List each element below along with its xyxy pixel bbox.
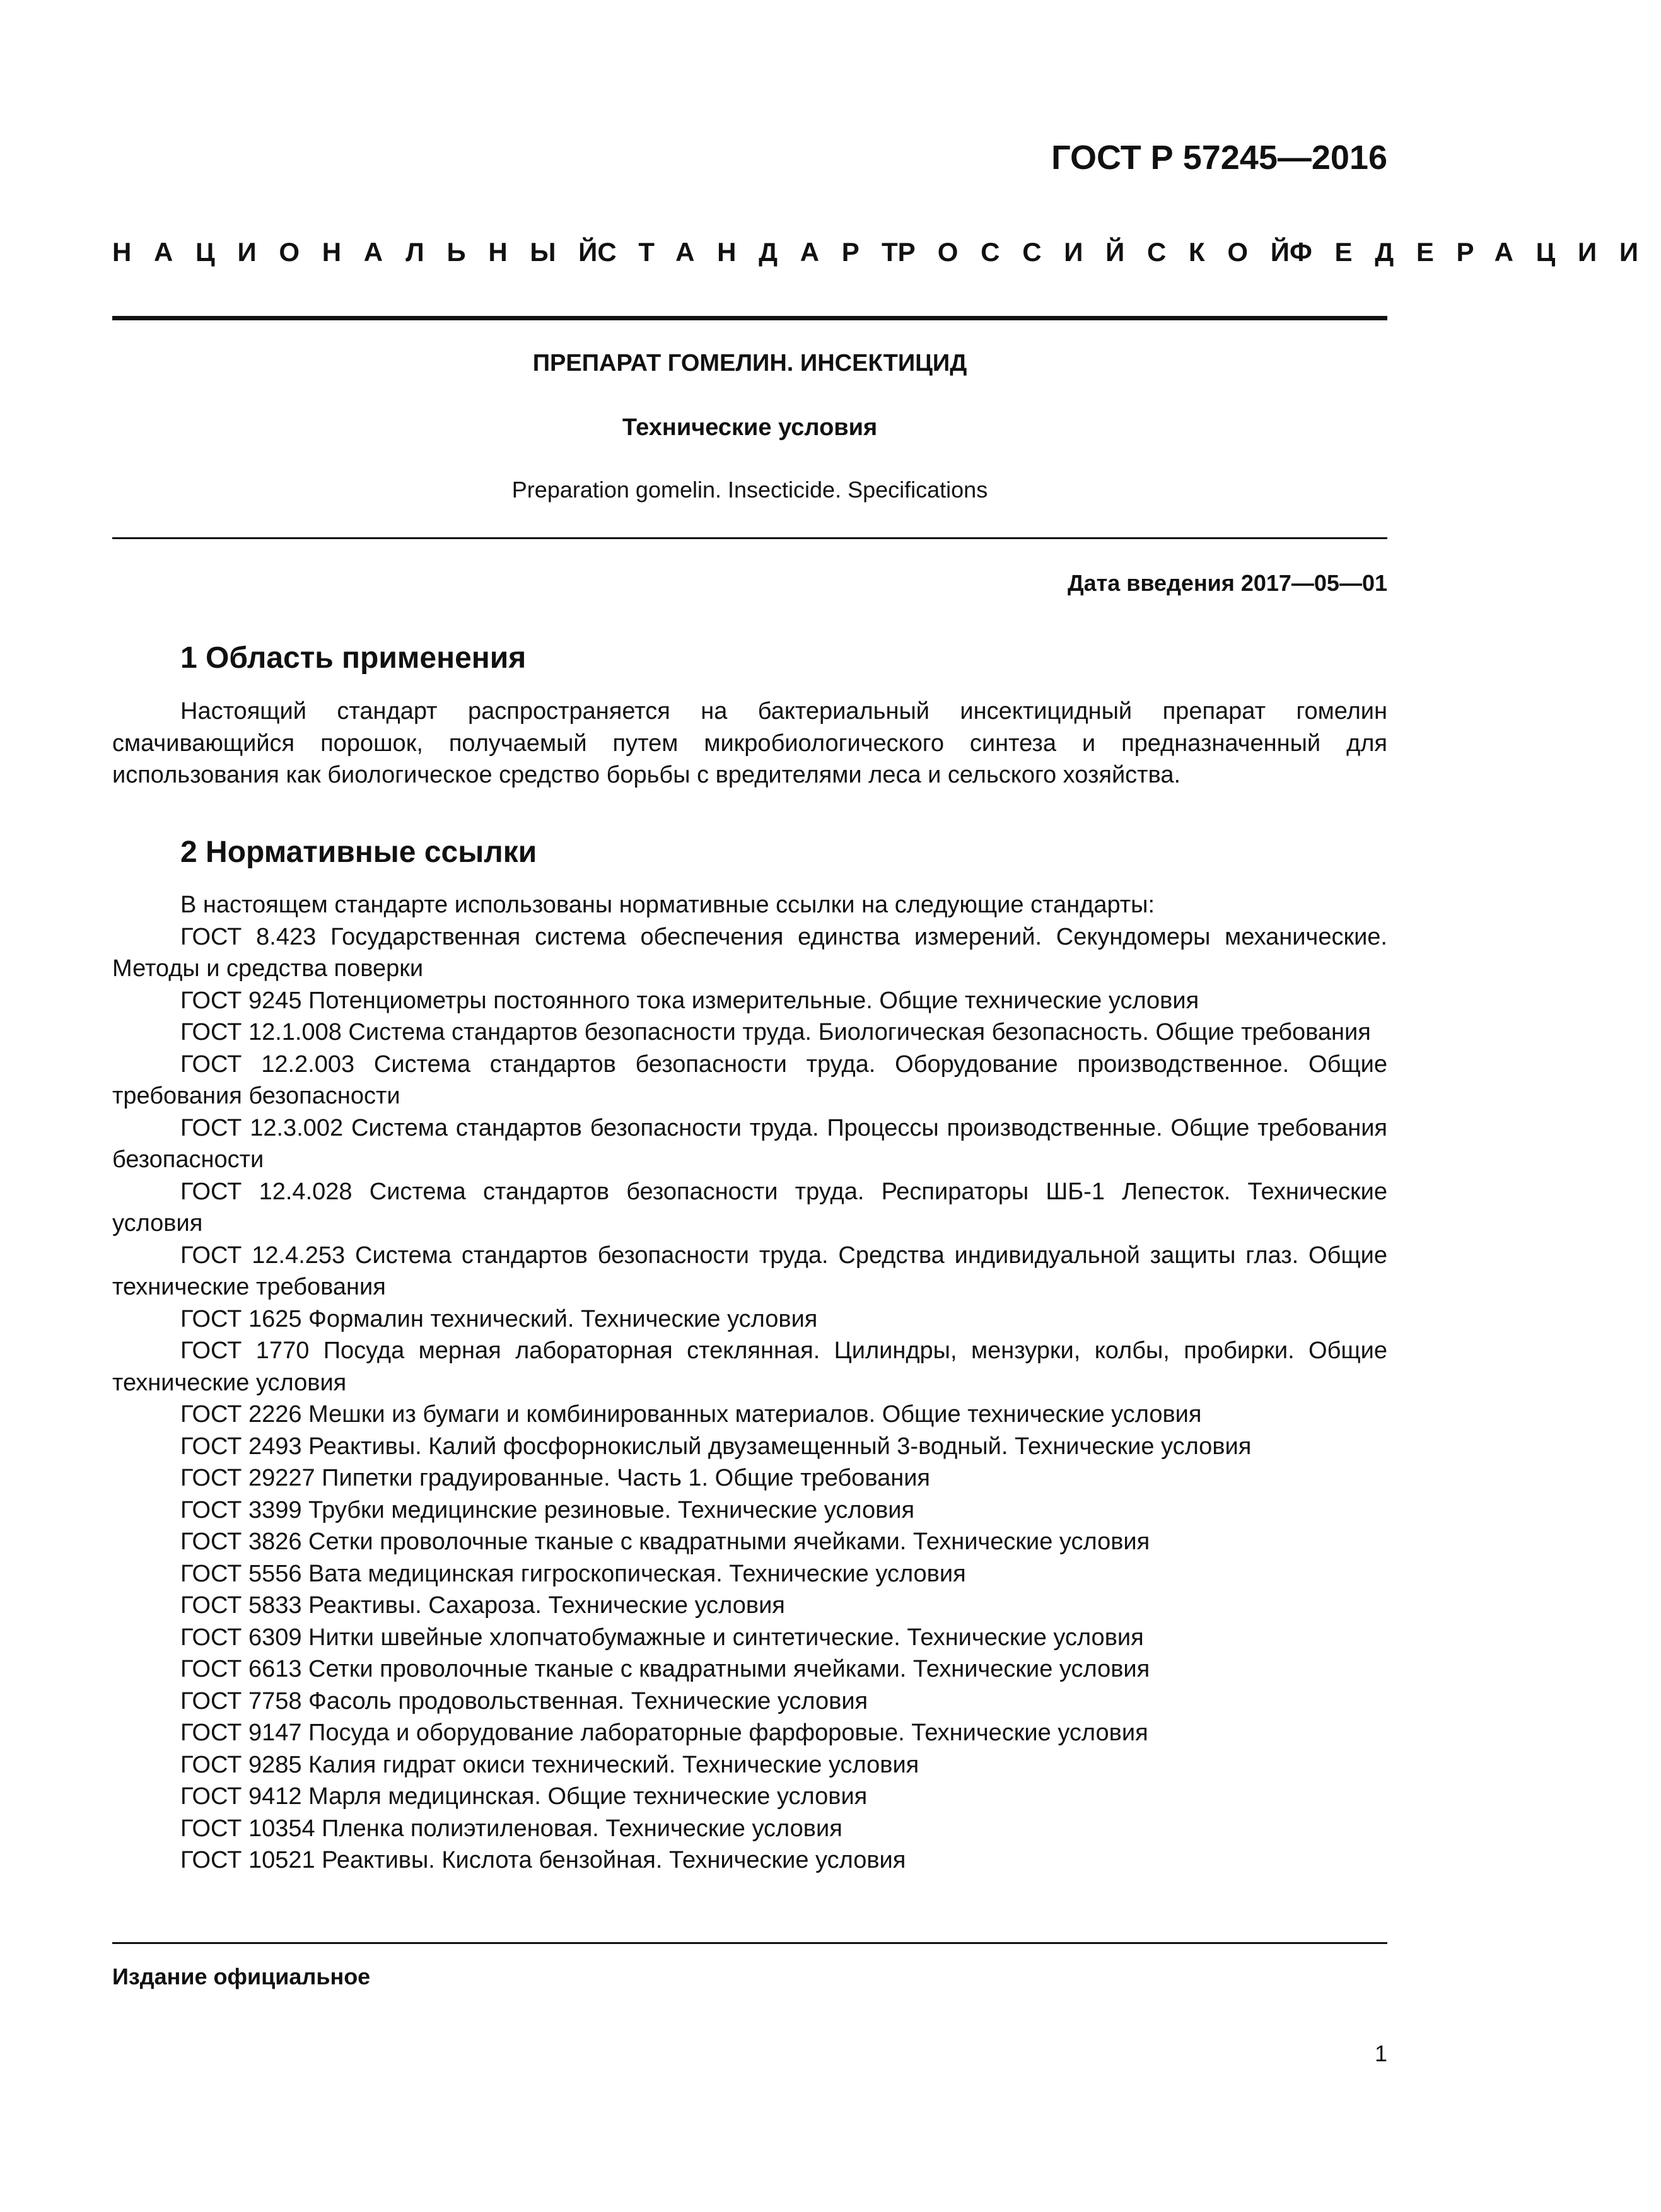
reference-item: ГОСТ 10521 Реактивы. Кислота бензойная. Технические условия xyxy=(180,1847,906,1873)
reference-item: ГОСТ 10354 Пленка полиэтиленовая. Технические условия xyxy=(180,1815,842,1842)
edition-label: Издание официальное xyxy=(112,1964,371,1989)
reference-item: ГОСТ 1625 Формалин технический. Технические условия xyxy=(180,1305,818,1332)
reference-item: ГОСТ 9285 Калия гидрат окиси технический. Технические условия xyxy=(180,1751,919,1778)
reference-item: ГОСТ 5556 Вата медицинская гигроскопическая. Технические условия xyxy=(180,1560,966,1587)
banner-word: СТАНДАРТ xyxy=(597,237,921,267)
reference-item: ГОСТ 12.1.008 Система стандартов безопасности труда. Биологическая безопасность. Общие требования xyxy=(180,1019,1371,1045)
reference-item: ГОСТ 1770 Посуда мерная лабораторная стеклянная. Цилиндры, мензурки, колбы, пробирки. Общие технические условия xyxy=(112,1337,1387,1396)
title-divider xyxy=(112,537,1387,539)
reference-items xyxy=(112,921,1387,1877)
reference-item: ГОСТ 3826 Сетки проволочные тканые с квадратными ячейками. Технические условия xyxy=(180,1528,1150,1555)
banner-word: ФЕДЕРАЦИИ xyxy=(1289,237,1661,267)
section-1-text xyxy=(112,696,1387,791)
section-1-heading: 1 Область применения xyxy=(180,641,527,675)
reference-item: ГОСТ 12.4.028 Система стандартов безопасности труда. Респираторы ШБ-1 Лепесток. Технические условия xyxy=(112,1178,1387,1237)
document-title: ПРЕПАРАТ ГОМЕЛИН. ИНСЕКТИЦИД xyxy=(532,350,967,376)
reference-item: ГОСТ 6613 Сетки проволочные тканые с квадратными ячейками. Технические условия xyxy=(180,1656,1150,1682)
references-list xyxy=(112,889,1387,1877)
english-title: Preparation gomelin. Insecticide. Specifications xyxy=(511,477,988,503)
document-subtitle: Технические условия xyxy=(622,414,878,441)
banner-word: НАЦИОНАЛЬНЫЙ xyxy=(112,237,621,267)
reference-item: ГОСТ 9245 Потенциометры постоянного тока измерительные. Общие технические условия xyxy=(180,987,1199,1014)
reference-item: ГОСТ 12.3.002 Система стандартов безопасности труда. Процессы производственные. Общие требования безопасности xyxy=(112,1114,1387,1173)
page-number: 1 xyxy=(1374,2040,1387,2066)
reference-item: ГОСТ 7758 Фасоль продовольственная. Технические условия xyxy=(180,1687,868,1714)
section-2-heading: 2 Нормативные ссылки xyxy=(180,835,537,869)
section-1-paragraph: Настоящий стандарт распространяется на бактериальный инсектицидный препарат гомелин смачивающийся порошок, получаемый путем микробиологического синтеза и предназначенный для использования как биологическое средство борьбы с вредителями леса и сельского хозяйства. xyxy=(112,698,1387,788)
reference-item: ГОСТ 2493 Реактивы. Калий фосфорнокислый двузамещенный 3-водный. Технические условия xyxy=(180,1433,1252,1460)
introduction-date: Дата введения 2017—05—01 xyxy=(1067,570,1387,596)
reference-item: ГОСТ 29227 Пипетки градуированные. Часть 1. Общие требования xyxy=(180,1465,931,1491)
reference-item: ГОСТ 9147 Посуда и оборудование лабораторные фарфоровые. Технические условия xyxy=(180,1720,1148,1746)
standard-designation: ГОСТ Р 57245—2016 xyxy=(1051,139,1387,177)
banner-word: РОССИЙСКОЙ xyxy=(897,237,1312,267)
reference-item: ГОСТ 9412 Марля медицинская. Общие технические условия xyxy=(180,1783,868,1810)
reference-item: ГОСТ 3399 Трубки медицинские резиновые. Технические условия xyxy=(180,1496,915,1523)
reference-item: ГОСТ 8.423 Государственная система обеспечения единства измерений. Секундомеры механические. Методы и средства поверки xyxy=(112,923,1387,982)
reference-item: ГОСТ 2226 Мешки из бумаги и комбинированных материалов. Общие технические условия xyxy=(180,1401,1202,1428)
references-intro: В настоящем стандарте использованы нормативные ссылки на следующие стандарты: xyxy=(180,892,1155,918)
reference-item: ГОСТ 6309 Нитки швейные хлопчатобумажные и синтетические. Технические условия xyxy=(180,1624,1144,1651)
footer-divider xyxy=(112,1942,1387,1944)
reference-item: ГОСТ 5833 Реактивы. Сахароза. Технические условия xyxy=(180,1592,785,1619)
national-standard-banner xyxy=(112,235,1661,270)
reference-item: ГОСТ 12.4.253 Система стандартов безопасности труда. Средства индивидуальной защиты глаз. Общие технические требования xyxy=(112,1242,1387,1300)
header-divider xyxy=(112,316,1387,320)
reference-item: ГОСТ 12.2.003 Система стандартов безопасности труда. Оборудование производственное. Общие требования безопасности xyxy=(112,1051,1387,1109)
